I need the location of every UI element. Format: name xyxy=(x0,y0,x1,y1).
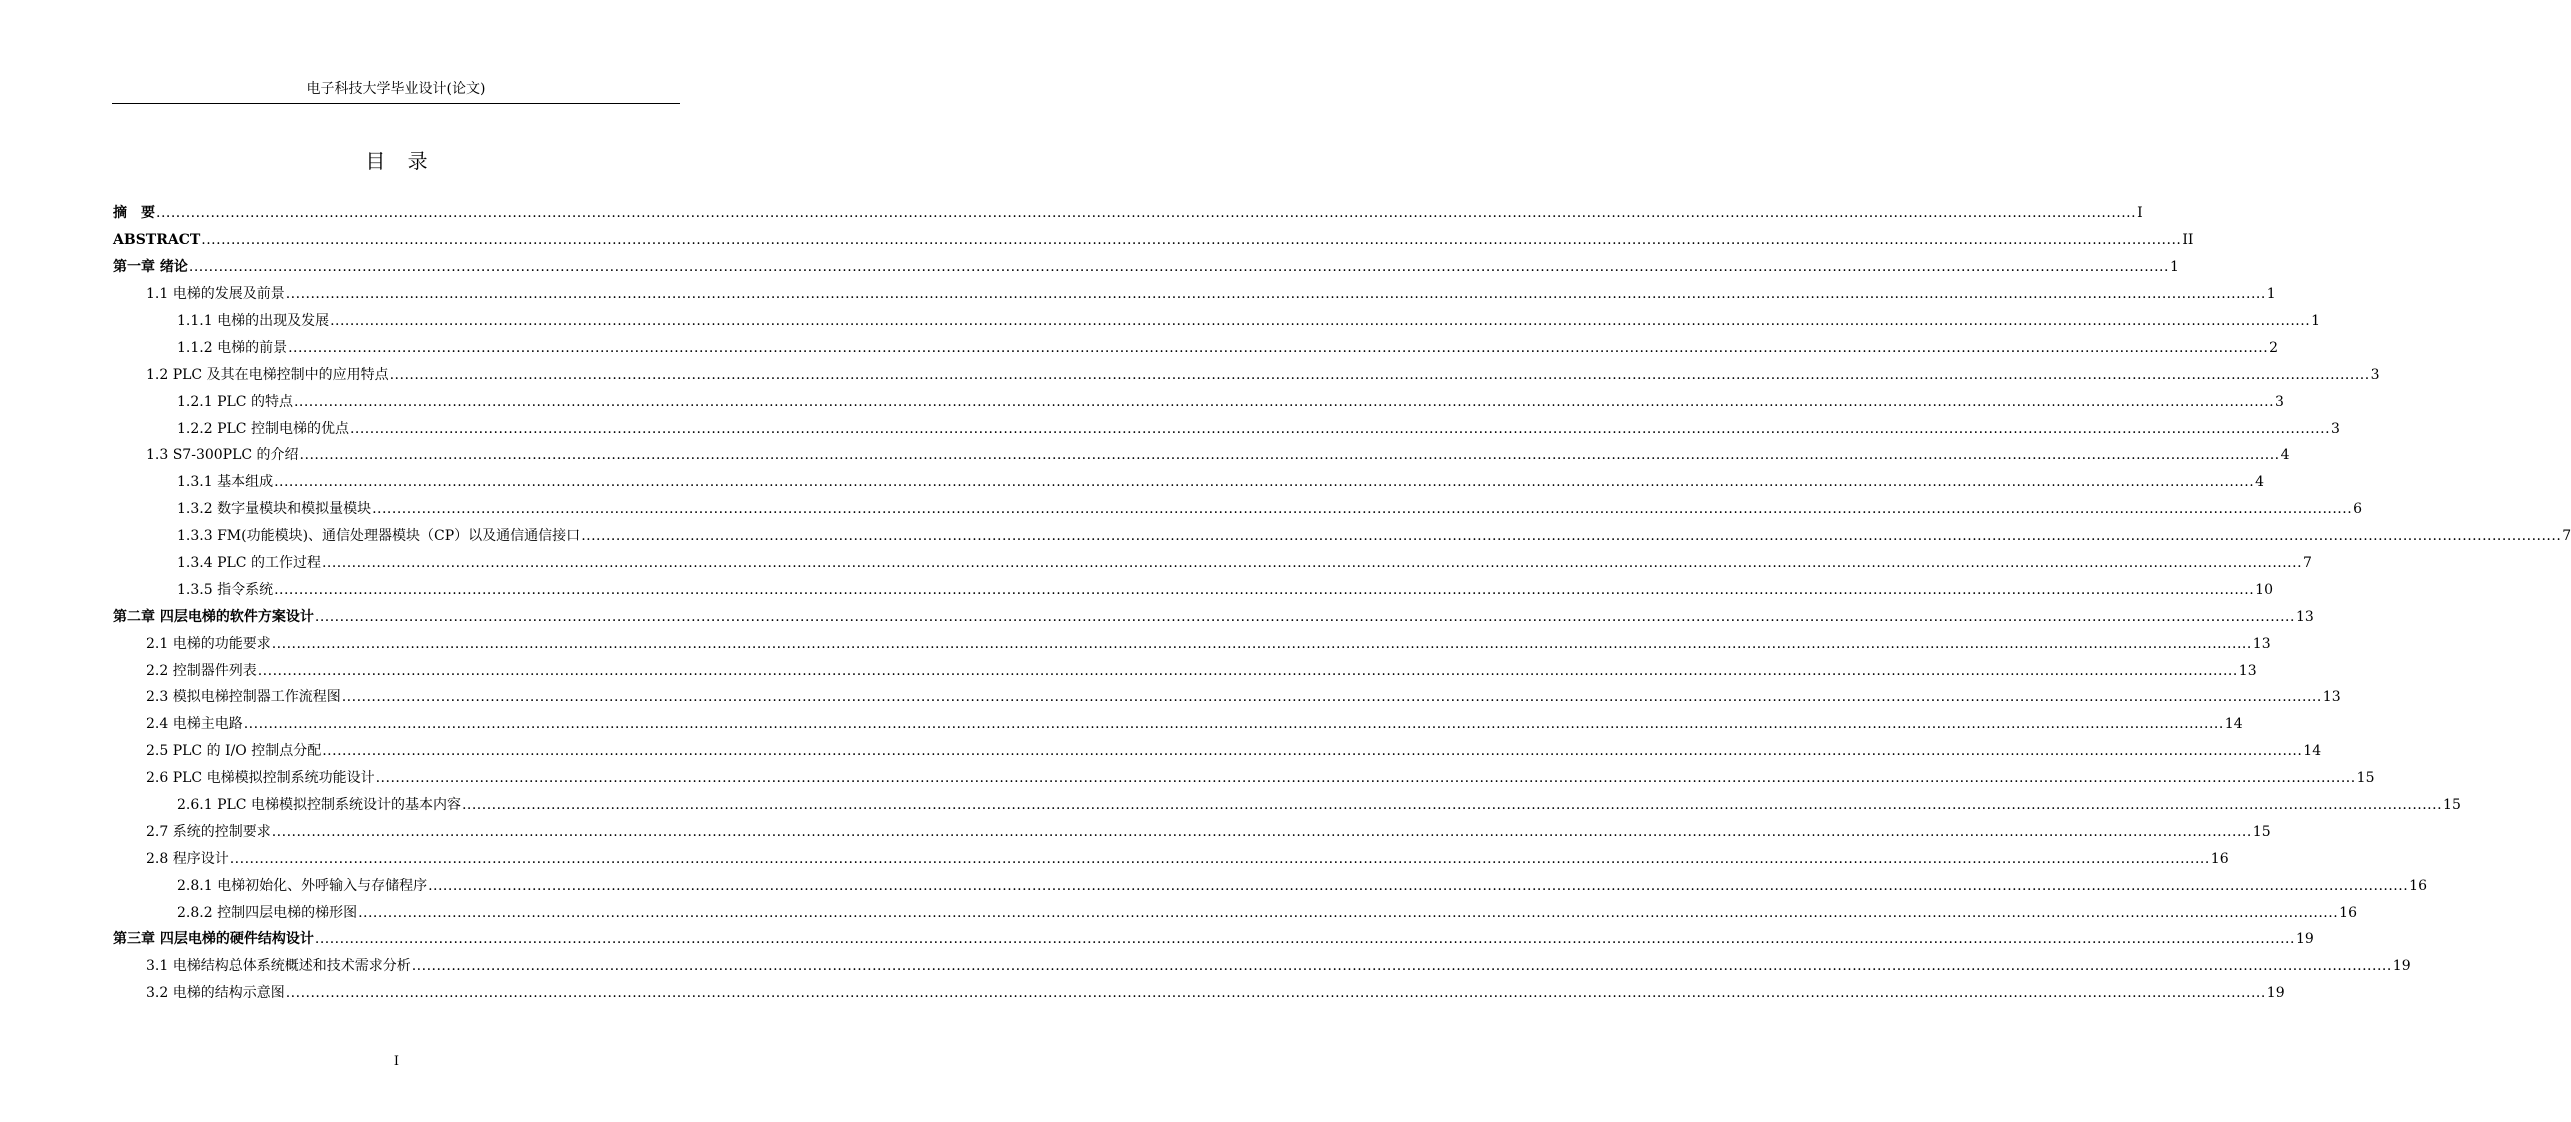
toc-entry[interactable] xyxy=(113,415,2340,442)
toc-entry[interactable] xyxy=(113,334,2279,361)
toc-dot-leader: ................................................................................................................................................................................................................................................................................................................................................................................................................ xyxy=(314,931,2295,948)
toc-entry-label: 1.2.2 PLC 控制电梯的优点 xyxy=(177,420,349,437)
toc-entry-label: 2.6 PLC 电梯模拟控制系统功能设计 xyxy=(146,770,375,787)
toc-entry-page: 15 xyxy=(2252,823,2271,840)
toc-entry-label: 2.4 电梯主电路 xyxy=(146,716,243,733)
toc-dot-leader: ................................................................................................................................................................................................................................................................................................................................................................................................................ xyxy=(461,797,2443,814)
toc-entry-label: 1.1 电梯的发展及前景 xyxy=(146,286,285,303)
toc-entry-page: 13 xyxy=(2295,608,2314,625)
toc-entry[interactable] xyxy=(113,684,2341,711)
toc-entry[interactable] xyxy=(113,845,2229,872)
toc-entry[interactable] xyxy=(113,818,2271,845)
toc-dot-leader: ................................................................................................................................................................................................................................................................................................................................................................................................................ xyxy=(285,985,2266,1002)
toc-dot-leader: ................................................................................................................................................................................................................................................................................................................................................................................................................ xyxy=(274,474,2255,491)
toc-entry-label: 1.3.1 基本组成 xyxy=(177,474,274,491)
toc-entry[interactable] xyxy=(113,765,2375,792)
toc-entry[interactable] xyxy=(113,281,2276,308)
toc-entry-page: 3 xyxy=(2275,393,2284,410)
toc-entry-label: 2.6.1 PLC 电梯模拟控制系统设计的基本内容 xyxy=(177,797,461,814)
toc-entry[interactable] xyxy=(113,550,2312,577)
toc-entry-page: 16 xyxy=(2409,877,2427,894)
toc-entry[interactable] xyxy=(113,980,2285,1007)
toc-entry-label: 第二章 四层电梯的软件方案设计 xyxy=(113,608,314,625)
toc-dot-leader: ................................................................................................................................................................................................................................................................................................................................................................................................................ xyxy=(330,313,2311,329)
toc-dot-leader: ................................................................................................................................................................................................................................................................................................................................................................................................................ xyxy=(243,716,2224,733)
toc-entry[interactable] xyxy=(113,576,2273,603)
toc-dot-leader: ................................................................................................................................................................................................................................................................................................................................................................................................................ xyxy=(375,770,2356,787)
toc-entry-label: 1.3 S7-300PLC 的介绍 xyxy=(146,447,299,464)
toc-entry-label: 2.7 系统的控制要求 xyxy=(146,823,271,840)
toc-dot-leader: ................................................................................................................................................................................................................................................................................................................................................................................................................ xyxy=(321,555,2303,572)
toc-entry-page: 16 xyxy=(2339,904,2357,921)
toc-entry-label: 1.1.1 电梯的出现及发展 xyxy=(177,313,330,329)
toc-entry[interactable] xyxy=(113,953,2411,980)
toc-entry-label: 2.5 PLC 的 I/O 控制点分配 xyxy=(146,743,322,760)
toc-entry[interactable] xyxy=(113,308,2321,335)
toc-entry-label: 1.3.2 数字量模块和模拟量模块 xyxy=(177,501,372,518)
toc-entry[interactable] xyxy=(113,227,2194,254)
toc-entry-label: 2.3 模拟电梯控制器工作流程图 xyxy=(146,689,341,706)
toc-entry-page: 3 xyxy=(2331,420,2340,437)
toc-entry-page: 13 xyxy=(2238,662,2257,679)
toc-dot-leader: ................................................................................................................................................................................................................................................................................................................................................................................................................ xyxy=(389,366,2370,383)
toc-entry-page: 1 xyxy=(2169,259,2179,276)
page-number: I xyxy=(393,1054,400,1069)
toc-entry-page: 2 xyxy=(2269,339,2279,356)
toc-dot-leader: ................................................................................................................................................................................................................................................................................................................................................................................................................ xyxy=(229,850,2210,867)
toc-entry-page: 10 xyxy=(2255,581,2273,598)
toc-entry-page: 4 xyxy=(2280,447,2290,464)
toc-entry-label: 2.8 程序设计 xyxy=(146,850,229,867)
toc-dot-leader: ................................................................................................................................................................................................................................................................................................................................................................................................................ xyxy=(341,689,2322,706)
toc-dot-leader: ................................................................................................................................................................................................................................................................................................................................................................................................................ xyxy=(581,528,2562,545)
toc-dot-leader: ................................................................................................................................................................................................................................................................................................................................................................................................................ xyxy=(428,877,2409,894)
toc-entry-page: 14 xyxy=(2303,743,2322,760)
toc-entry[interactable] xyxy=(113,200,2143,227)
toc-entry-page: 1 xyxy=(2266,286,2276,303)
toc-entry-page: 3 xyxy=(2370,366,2380,383)
toc-entry-page: 16 xyxy=(2210,850,2229,867)
toc-dot-leader: ................................................................................................................................................................................................................................................................................................................................................................................................................ xyxy=(372,501,2353,518)
toc-entry-page: 19 xyxy=(2295,931,2314,948)
toc-entry-label: 1.3.5 指令系统 xyxy=(177,581,274,598)
page-header: 电子科技大学毕业设计(论文) xyxy=(112,78,680,104)
toc-entry-page: 13 xyxy=(2252,635,2271,652)
toc-dot-leader: ................................................................................................................................................................................................................................................................................................................................................................................................................ xyxy=(349,420,2331,437)
toc-entry-page: 6 xyxy=(2353,501,2363,518)
toc-entry-label: 1.2 PLC 及其在电梯控制中的应用特点 xyxy=(146,366,389,383)
toc-dot-leader: ................................................................................................................................................................................................................................................................................................................................................................................................................ xyxy=(271,635,2252,652)
toc-entry-page: 4 xyxy=(2255,474,2265,491)
toc-entry-label: 第三章 四层电梯的硬件结构设计 xyxy=(113,931,314,948)
toc-entry-page: 1 xyxy=(2311,313,2321,329)
toc-entry[interactable] xyxy=(113,469,2265,496)
toc-entry-label: 第一章 绪论 xyxy=(113,259,188,276)
toc-entry-page: 19 xyxy=(2266,985,2285,1002)
toc-dot-leader: ................................................................................................................................................................................................................................................................................................................................................................................................................ xyxy=(285,286,2266,303)
toc-entry[interactable] xyxy=(113,711,2243,738)
toc-entry-page: I xyxy=(2137,205,2143,222)
toc-entry-label: 2.8.2 控制四层电梯的梯形图 xyxy=(177,904,358,921)
toc-dot-leader: ................................................................................................................................................................................................................................................................................................................................................................................................................ xyxy=(201,232,2182,249)
toc-entry[interactable] xyxy=(113,630,2271,657)
toc-entry-label: 摘 要 xyxy=(113,205,155,222)
toc-entry[interactable] xyxy=(113,523,2571,550)
toc-entry-label: 1.2.1 PLC 的特点 xyxy=(177,393,293,410)
toc-dot-leader: ................................................................................................................................................................................................................................................................................................................................................................................................................ xyxy=(358,904,2339,921)
toc-entry-page: 7 xyxy=(2303,555,2312,572)
toc-entry[interactable] xyxy=(113,657,2257,684)
toc-entry-page: 13 xyxy=(2322,689,2341,706)
toc-entry[interactable] xyxy=(113,254,2179,281)
toc-dot-leader: ................................................................................................................................................................................................................................................................................................................................................................................................................ xyxy=(299,447,2280,464)
toc-entry-label: 2.1 电梯的功能要求 xyxy=(146,635,271,652)
toc-dot-leader: ................................................................................................................................................................................................................................................................................................................................................................................................................ xyxy=(314,608,2295,625)
toc-entry-label: 3.2 电梯的结构示意图 xyxy=(146,985,285,1002)
toc-entry-page: 15 xyxy=(2356,770,2375,787)
toc-entry[interactable] xyxy=(113,738,2322,765)
toc-entry-label: 2.2 控制器件列表 xyxy=(146,662,257,679)
toc-entry[interactable] xyxy=(113,603,2314,630)
toc-entry[interactable] xyxy=(113,899,2357,926)
toc-dot-leader: ................................................................................................................................................................................................................................................................................................................................................................................................................ xyxy=(293,393,2275,410)
toc-entry-label: 1.3.3 FM(功能模块)、通信处理器模块（CP）以及通信通信接口 xyxy=(177,528,581,545)
toc-entry-label: ABSTRACT xyxy=(113,232,201,249)
toc-entry[interactable] xyxy=(113,926,2314,953)
toc-entry-label: 2.8.1 电梯初始化、外呼输入与存储程序 xyxy=(177,877,428,894)
toc-dot-leader: ................................................................................................................................................................................................................................................................................................................................................................................................................ xyxy=(288,339,2269,356)
toc-entry-page: 15 xyxy=(2443,797,2461,814)
toc-entry-page: II xyxy=(2182,232,2194,249)
table-of-contents xyxy=(113,200,2571,1007)
toc-dot-leader: ................................................................................................................................................................................................................................................................................................................................................................................................................ xyxy=(257,662,2238,679)
toc-dot-leader: ................................................................................................................................................................................................................................................................................................................................................................................................................ xyxy=(188,259,2169,276)
toc-entry-label: 1.1.2 电梯的前景 xyxy=(177,339,288,356)
toc-entry-page: 19 xyxy=(2392,958,2411,975)
toc-entry-page: 14 xyxy=(2224,716,2243,733)
toc-entry-label: 1.3.4 PLC 的工作过程 xyxy=(177,555,321,572)
toc-entry[interactable] xyxy=(113,872,2427,899)
toc-dot-leader: ................................................................................................................................................................................................................................................................................................................................................................................................................ xyxy=(411,958,2392,975)
toc-entry[interactable] xyxy=(113,496,2363,523)
toc-entry[interactable] xyxy=(113,442,2290,469)
toc-dot-leader: ................................................................................................................................................................................................................................................................................................................................................................................................................ xyxy=(156,205,2137,222)
toc-title: 目 录 xyxy=(365,149,428,173)
toc-dot-leader: ................................................................................................................................................................................................................................................................................................................................................................................................................ xyxy=(322,743,2303,760)
toc-dot-leader: ................................................................................................................................................................................................................................................................................................................................................................................................................ xyxy=(274,581,2255,598)
toc-entry[interactable] xyxy=(113,388,2284,415)
toc-entry-label: 3.1 电梯结构总体系统概述和技术需求分析 xyxy=(146,958,411,975)
toc-entry-page: 7 xyxy=(2562,528,2571,545)
toc-dot-leader: ................................................................................................................................................................................................................................................................................................................................................................................................................ xyxy=(271,823,2252,840)
toc-entry[interactable] xyxy=(113,792,2461,819)
toc-entry[interactable] xyxy=(113,361,2380,388)
